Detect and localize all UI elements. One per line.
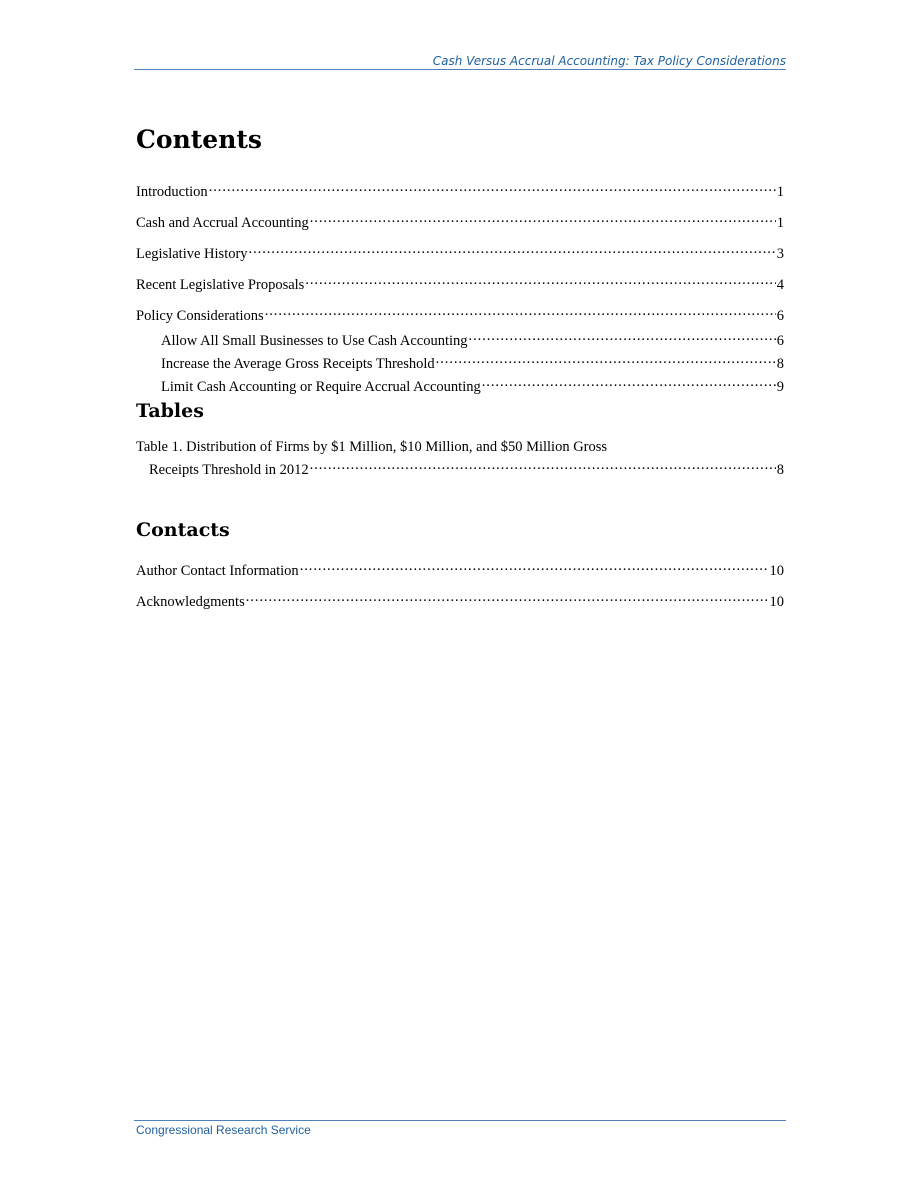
contacts-heading: Contacts <box>136 519 230 541</box>
toc-entry-page: 1 <box>776 215 784 231</box>
toc-entry-recent-legislative-proposals[interactable] <box>136 271 784 294</box>
toc-entry-page: 4 <box>776 277 784 293</box>
toc-entry-label: Introduction <box>136 184 208 200</box>
footer-publisher: Congressional Research Service <box>136 1123 311 1137</box>
contents-heading: Contents <box>136 125 263 154</box>
tables-heading: Tables <box>136 400 204 422</box>
toc-entry-table-1[interactable] <box>136 438 784 479</box>
toc-entry-acknowledgments[interactable] <box>136 588 784 611</box>
dot-leader <box>468 327 776 345</box>
dot-leader <box>245 588 769 606</box>
footer-rule <box>134 1120 786 1121</box>
toc-entry-label: Acknowledgments <box>136 594 245 610</box>
dot-leader <box>264 302 776 320</box>
toc-entry-page: 6 <box>776 333 784 349</box>
contents-list <box>136 178 784 396</box>
toc-entry-page: 8 <box>776 462 784 478</box>
dot-leader <box>299 557 769 575</box>
dot-leader <box>435 350 776 368</box>
dot-leader <box>208 178 776 196</box>
tables-list <box>136 438 784 479</box>
toc-entry-page: 10 <box>769 563 784 579</box>
toc-entry-label: Allow All Small Businesses to Use Cash Accounting <box>161 333 468 349</box>
running-header: Cash Versus Accrual Accounting: Tax Policy Considerations <box>432 54 786 68</box>
toc-entry-page: 9 <box>776 379 784 395</box>
toc-entry-label: Recent Legislative Proposals <box>136 277 305 293</box>
toc-subentry-allow-all-small-businesses[interactable] <box>136 327 784 350</box>
toc-entry-legislative-history[interactable] <box>136 240 784 263</box>
dot-leader <box>304 271 775 289</box>
toc-entry-introduction[interactable] <box>136 178 784 201</box>
toc-entry-page: 1 <box>776 184 784 200</box>
toc-entry-label: Legislative History <box>136 246 248 262</box>
dot-leader <box>309 209 776 227</box>
toc-entry-page: 10 <box>769 594 784 610</box>
header-rule <box>134 69 786 70</box>
toc-subentry-limit-cash-accounting[interactable] <box>136 373 784 396</box>
toc-entry-author-contact-information[interactable] <box>136 557 784 580</box>
toc-entry-label: Cash and Accrual Accounting <box>136 215 309 231</box>
toc-entry-label: Policy Considerations <box>136 308 264 324</box>
toc-entry-label-line-2: Receipts Threshold in 2012 <box>149 462 309 478</box>
toc-subentry-increase-gross-receipts-threshold[interactable] <box>136 350 784 373</box>
toc-entry-page: 8 <box>776 356 784 372</box>
toc-entry-policy-considerations[interactable] <box>136 302 784 325</box>
toc-entry-cash-and-accrual-accounting[interactable] <box>136 209 784 232</box>
toc-entry-page: 6 <box>776 308 784 324</box>
toc-entry-label: Increase the Average Gross Receipts Threshold <box>161 356 435 372</box>
toc-entry-page: 3 <box>776 246 784 262</box>
toc-entry-label: Limit Cash Accounting or Require Accrual Accounting <box>161 379 481 395</box>
contacts-list <box>136 557 784 611</box>
dot-leader <box>309 456 776 474</box>
toc-entry-label: Author Contact Information <box>136 563 299 579</box>
toc-entry-label-line-1: Table 1. Distribution of Firms by $1 Million, $10 Million, and $50 Million Gross <box>136 439 608 455</box>
dot-leader <box>248 240 776 258</box>
dot-leader <box>481 373 776 391</box>
